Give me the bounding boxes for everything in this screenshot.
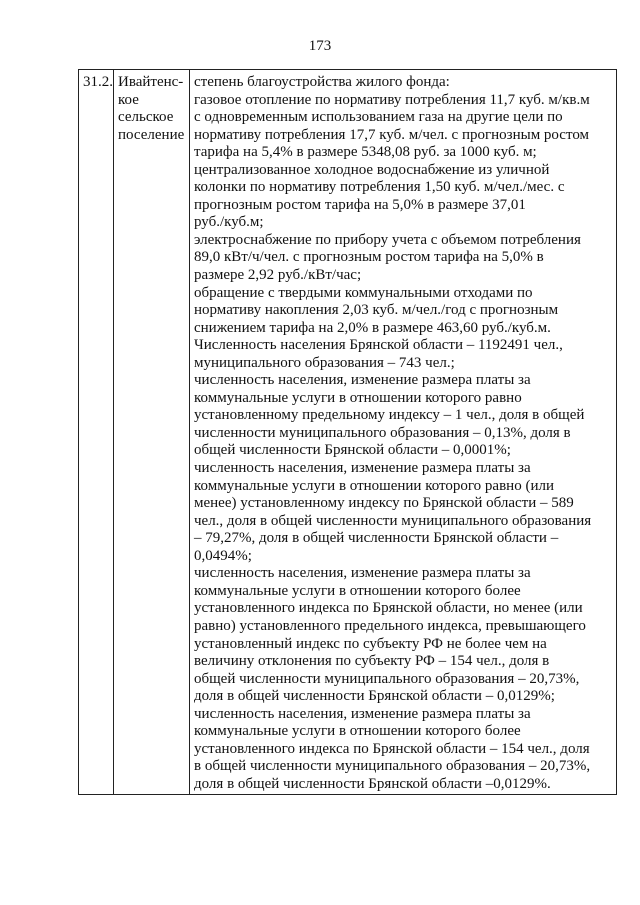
text-line: коммунальные услуги в отношении которого равно: [194, 389, 522, 406]
text-line: тарифа на 5,4% в размере 5348,08 руб. за 1000 куб. м;: [194, 144, 537, 161]
text-line: нормативу накопления 2,03 куб. м/чел./год с прогнозным: [194, 302, 559, 319]
text-line: величину отклонения по субъекту РФ – 154 чел., доля в: [194, 653, 550, 670]
municipality-name-line: сельское: [118, 109, 174, 126]
text-line: равно) установленного предельного индекса, превышающего: [194, 617, 586, 634]
text-line: доля в общей численности Брянской области – 0,0129%;: [194, 688, 555, 705]
text-line: централизованное холодное водоснабжение из уличной: [194, 161, 550, 178]
municipality-name-line: поселение: [118, 126, 185, 143]
municipality-name-cell: [114, 70, 190, 795]
text-line: установленного индекса по Брянской области, но менее (или: [194, 600, 583, 617]
row-number-cell: [79, 70, 114, 795]
text-line: численность населения, изменение размера платы за: [194, 565, 531, 582]
municipality-table: [78, 69, 617, 795]
page-number: 173: [308, 38, 332, 54]
text-line: установленного индекса по Брянской области – 154 чел., доля: [194, 740, 590, 757]
text-line: численности муниципального образования – 0,13%, доля в: [194, 424, 571, 441]
text-line: с одновременным использованием газа на другие цели по: [194, 109, 563, 126]
text-line: прогнозным ростом тарифа на 5,0% в размере 37,01: [194, 196, 526, 213]
text-line: нормативу потребления 17,7 куб. м/чел. с прогнозным ростом: [194, 126, 590, 143]
text-line: колонки по нормативу потребления 1,50 куб. м/чел./мес. с: [194, 179, 565, 196]
text-line: Численность населения Брянской области – 1192491 чел.,: [194, 337, 563, 354]
text-line: руб./куб.м;: [194, 214, 264, 231]
text-line: численность населения, изменение размера платы за: [194, 460, 531, 477]
description-text: [194, 74, 613, 793]
text-line: газовое отопление по нормативу потребления 11,7 куб. м/кв.м: [194, 91, 590, 108]
table-row: [79, 70, 617, 795]
text-line: электроснабжение по прибору учета с объемом потребления: [194, 231, 581, 248]
text-line: установленный индекс по субъекту РФ не более чем на: [194, 635, 547, 652]
text-line: доля в общей численности Брянской области –0,0129%.: [194, 775, 551, 792]
text-line: менее) установленному индексу по Брянской области – 589: [194, 495, 574, 512]
text-line: обращение с твердыми коммунальными отходами по: [194, 284, 533, 301]
text-line: муниципального образования – 743 чел.;: [194, 354, 455, 371]
text-line: общей численности муниципального образования – 20,73%,: [194, 670, 580, 687]
text-line: степень благоустройства жилого фонда:: [194, 74, 450, 90]
text-line: численность населения, изменение размера платы за: [194, 372, 531, 389]
municipality-name: [118, 74, 186, 144]
text-line: общей численности Брянской области – 0,0001%;: [194, 442, 511, 459]
description-cell: [190, 70, 617, 795]
text-line: размере 2,92 руб./кВт/час;: [194, 267, 362, 284]
text-line: 89,0 кВт/ч/чел. с прогнозным ростом тарифа на 5,0% в: [194, 249, 544, 266]
municipality-name-line: Ивайтенс-: [118, 74, 184, 90]
municipality-name-line: кое: [118, 91, 139, 108]
text-line: в общей численности муниципального образования – 20,73%,: [194, 758, 591, 775]
text-line: – 79,27%, доля в общей численности Брянской области –: [194, 530, 559, 547]
text-line: чел., доля в общей численности муниципального образования: [194, 512, 592, 529]
text-line: 0,0494%;: [194, 547, 252, 564]
row-number: 31.2.: [83, 74, 113, 90]
text-line: коммунальные услуги в отношении которого равно (или: [194, 477, 554, 494]
text-line: численность населения, изменение размера платы за: [194, 705, 531, 722]
text-line: коммунальные услуги в отношении которого более: [194, 582, 521, 599]
text-line: снижением тарифа на 2,0% в размере 463,60 руб./куб.м.: [194, 319, 551, 336]
text-line: установленному предельному индексу – 1 чел., доля в общей: [194, 407, 585, 424]
text-line: коммунальные услуги в отношении которого более: [194, 723, 521, 740]
